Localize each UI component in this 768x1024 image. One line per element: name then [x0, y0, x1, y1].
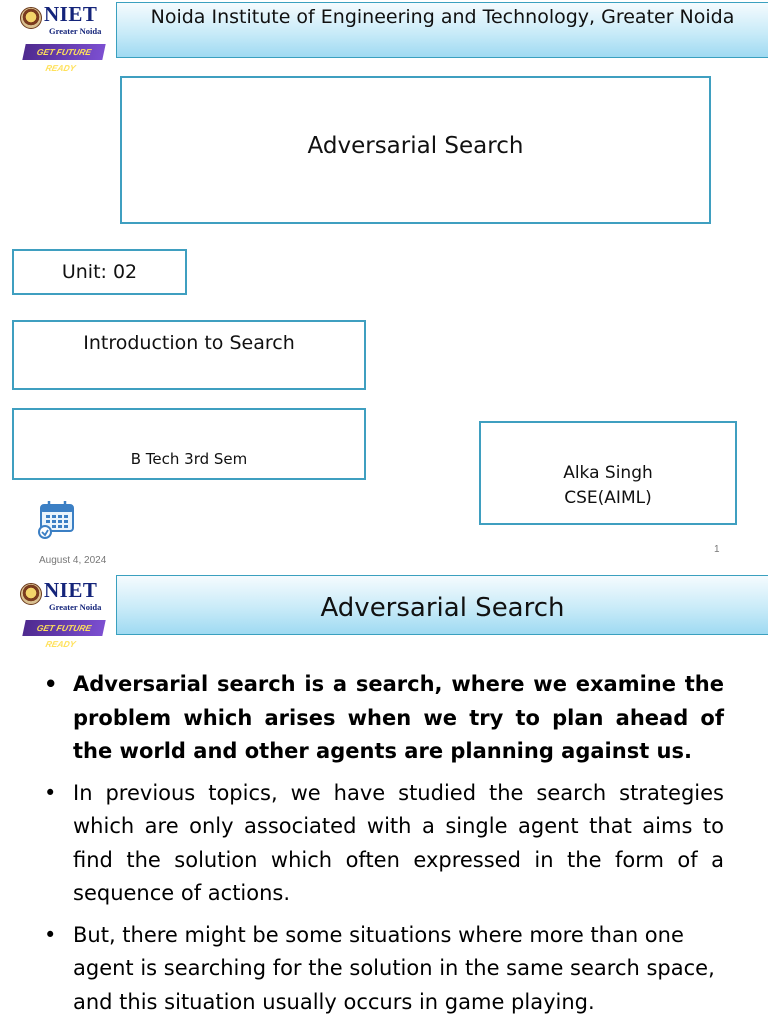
topic-box: [12, 320, 366, 390]
logo-subtitle: Greater Noida: [49, 602, 102, 612]
slide-title: Adversarial Search: [307, 133, 524, 159]
bullet-dot: •: [44, 922, 57, 947]
niet-logo: [20, 578, 106, 649]
content-slide: [0, 572, 768, 1024]
topic-label: Introduction to Search: [83, 332, 295, 354]
institute-name: Noida Institute of Engineering and Technology, Greater Noida: [150, 6, 735, 28]
logo-name: NIET: [44, 2, 98, 26]
header-bar: [116, 2, 768, 58]
course-label: B Tech 3rd Sem: [130, 450, 248, 468]
logo-name: NIET: [44, 578, 98, 602]
institute-seal-icon: [20, 7, 42, 29]
niet-logo: [20, 2, 106, 73]
bullet-dot: •: [44, 672, 58, 696]
page-number: 1: [714, 544, 720, 555]
logo-tagline: GET FUTURE READY: [22, 620, 105, 636]
header-bar: [116, 575, 768, 635]
logo-tagline: GET FUTURE READY: [22, 44, 105, 60]
bullet-text: Adversarial search is a search, where we examine the problem which arises when we try to plan ahead of the world and other agents are planning against us.: [73, 672, 724, 763]
bullet-text: But, there might be some situations where more than one agent is searching for the solution in the same search space, and this situation usually occurs in game playing.: [73, 922, 715, 1014]
bullet-item: [40, 919, 724, 1020]
slide-title: Adversarial Search: [320, 593, 565, 623]
institute-seal-icon: [20, 583, 42, 605]
author-department: CSE(AIML): [564, 488, 652, 508]
course-box: [12, 408, 366, 480]
unit-label: Unit: 02: [61, 261, 138, 283]
unit-box: [12, 249, 187, 295]
bullet-item: [40, 777, 724, 911]
author-box: [479, 421, 737, 525]
logo-subtitle: Greater Noida: [49, 26, 102, 36]
bullet-text: In previous topics, we have studied the search strategies which are only associated with a single agent that aims to find the solution which often expressed in the form of a sequence of actions.: [73, 780, 724, 905]
author-name: Alka Singh: [563, 463, 653, 483]
slide-date: August 4, 2024: [39, 555, 107, 566]
bullet-list: [40, 668, 724, 1024]
bullet-item: [40, 668, 724, 769]
slide-title-box: [120, 76, 711, 224]
calendar-icon: [37, 499, 77, 539]
bullet-dot: •: [44, 780, 57, 805]
